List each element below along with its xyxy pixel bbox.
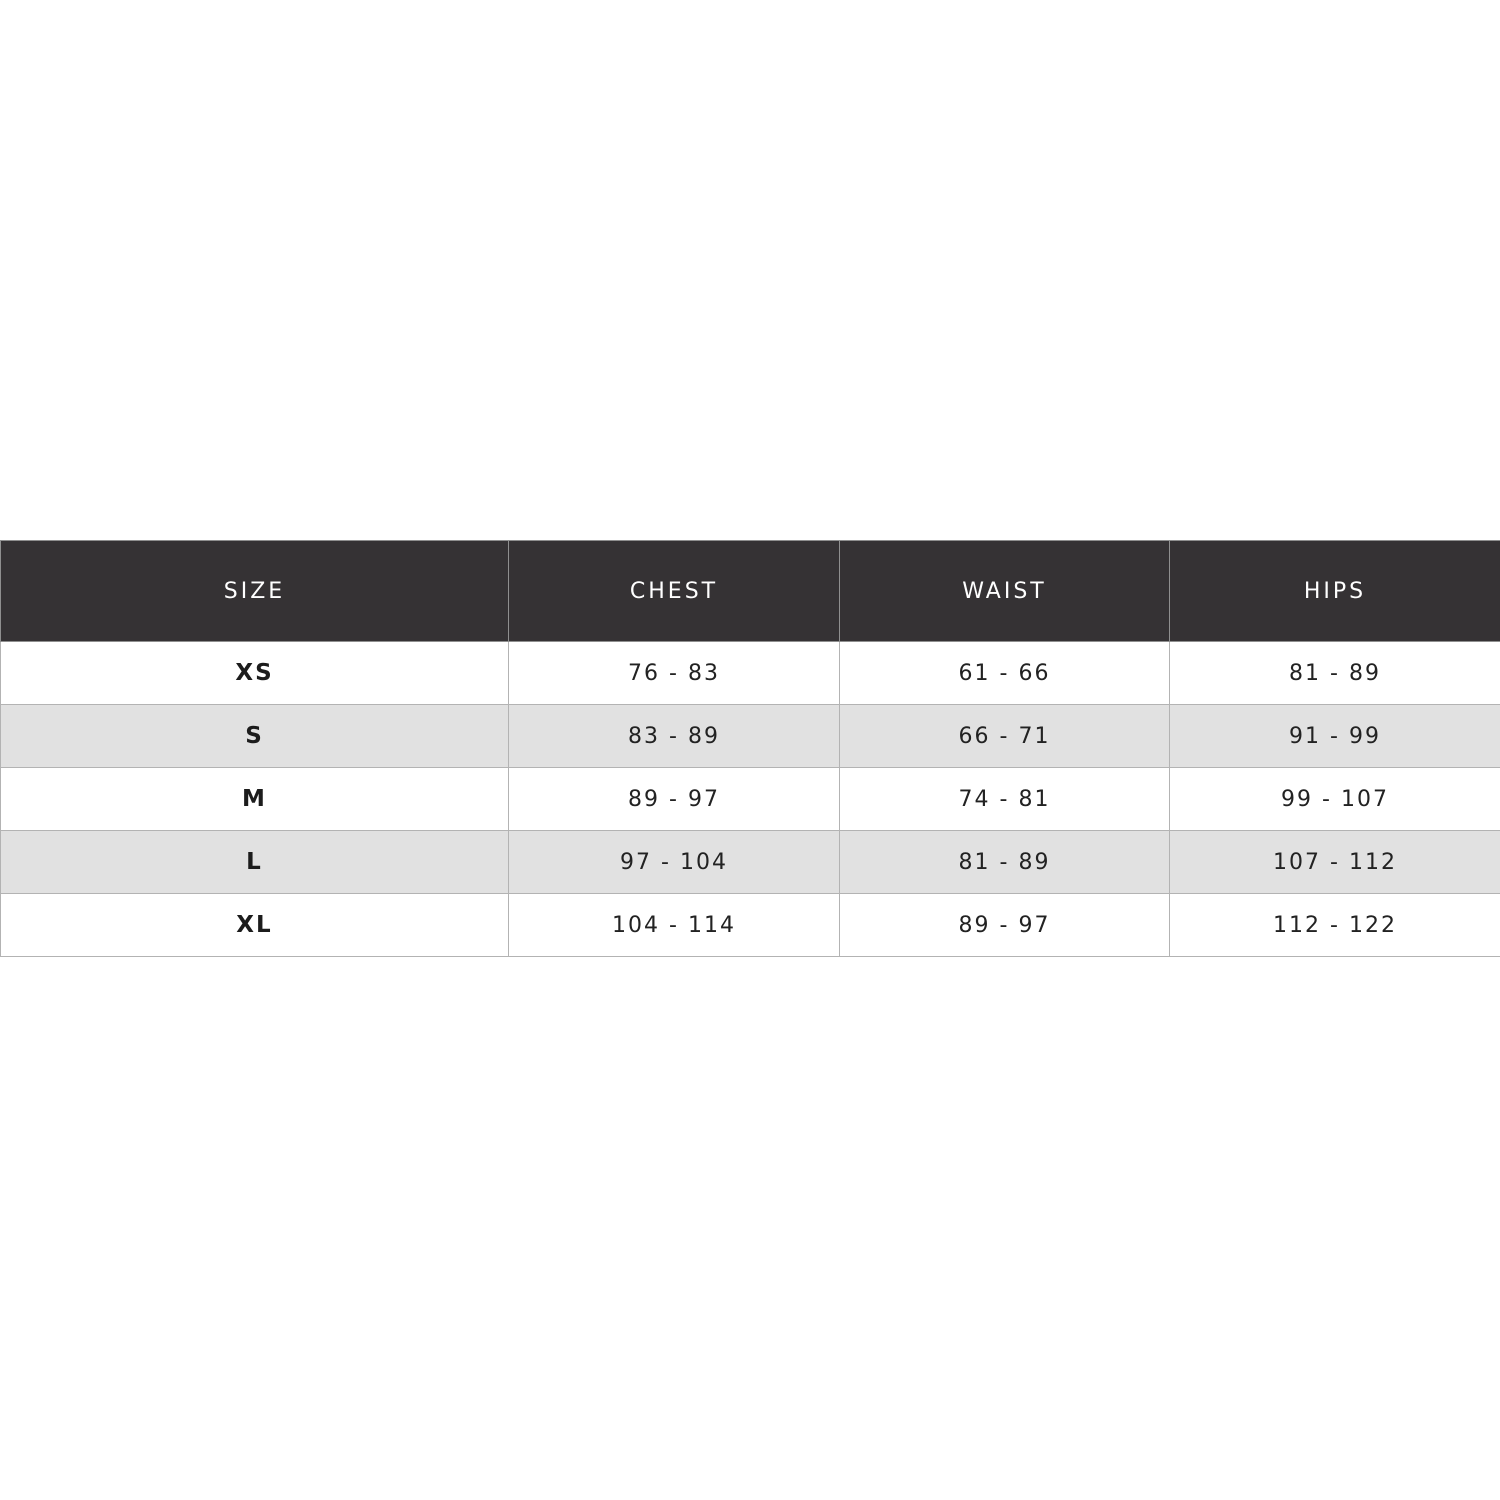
size-chart-body — [1, 642, 1500, 957]
chest-cell: 97 - 104 — [509, 831, 840, 894]
waist-cell: 61 - 66 — [840, 642, 1170, 705]
size-cell: XS — [1, 642, 509, 705]
table-row — [1, 894, 1500, 957]
header-waist: WAIST — [840, 541, 1170, 642]
chest-cell: 104 - 114 — [509, 894, 840, 957]
chest-cell: 89 - 97 — [509, 768, 840, 831]
waist-cell: 89 - 97 — [840, 894, 1170, 957]
size-cell: M — [1, 768, 509, 831]
chest-cell: 76 - 83 — [509, 642, 840, 705]
size-cell: L — [1, 831, 509, 894]
size-cell: S — [1, 705, 509, 768]
hips-cell: 91 - 99 — [1170, 705, 1500, 768]
hips-cell: 99 - 107 — [1170, 768, 1500, 831]
table-row — [1, 768, 1500, 831]
header-row — [1, 541, 1500, 642]
table-row — [1, 831, 1500, 894]
hips-cell: 81 - 89 — [1170, 642, 1500, 705]
header-chest: CHEST — [509, 541, 840, 642]
table-row — [1, 642, 1500, 705]
hips-cell: 107 - 112 — [1170, 831, 1500, 894]
size-chart-header — [1, 541, 1500, 642]
chest-cell: 83 - 89 — [509, 705, 840, 768]
hips-cell: 112 - 122 — [1170, 894, 1500, 957]
size-cell: XL — [1, 894, 509, 957]
waist-cell: 74 - 81 — [840, 768, 1170, 831]
waist-cell: 66 - 71 — [840, 705, 1170, 768]
header-hips: HIPS — [1170, 541, 1500, 642]
size-chart-table — [0, 540, 1500, 957]
waist-cell: 81 - 89 — [840, 831, 1170, 894]
table-row — [1, 705, 1500, 768]
header-size: SIZE — [1, 541, 509, 642]
